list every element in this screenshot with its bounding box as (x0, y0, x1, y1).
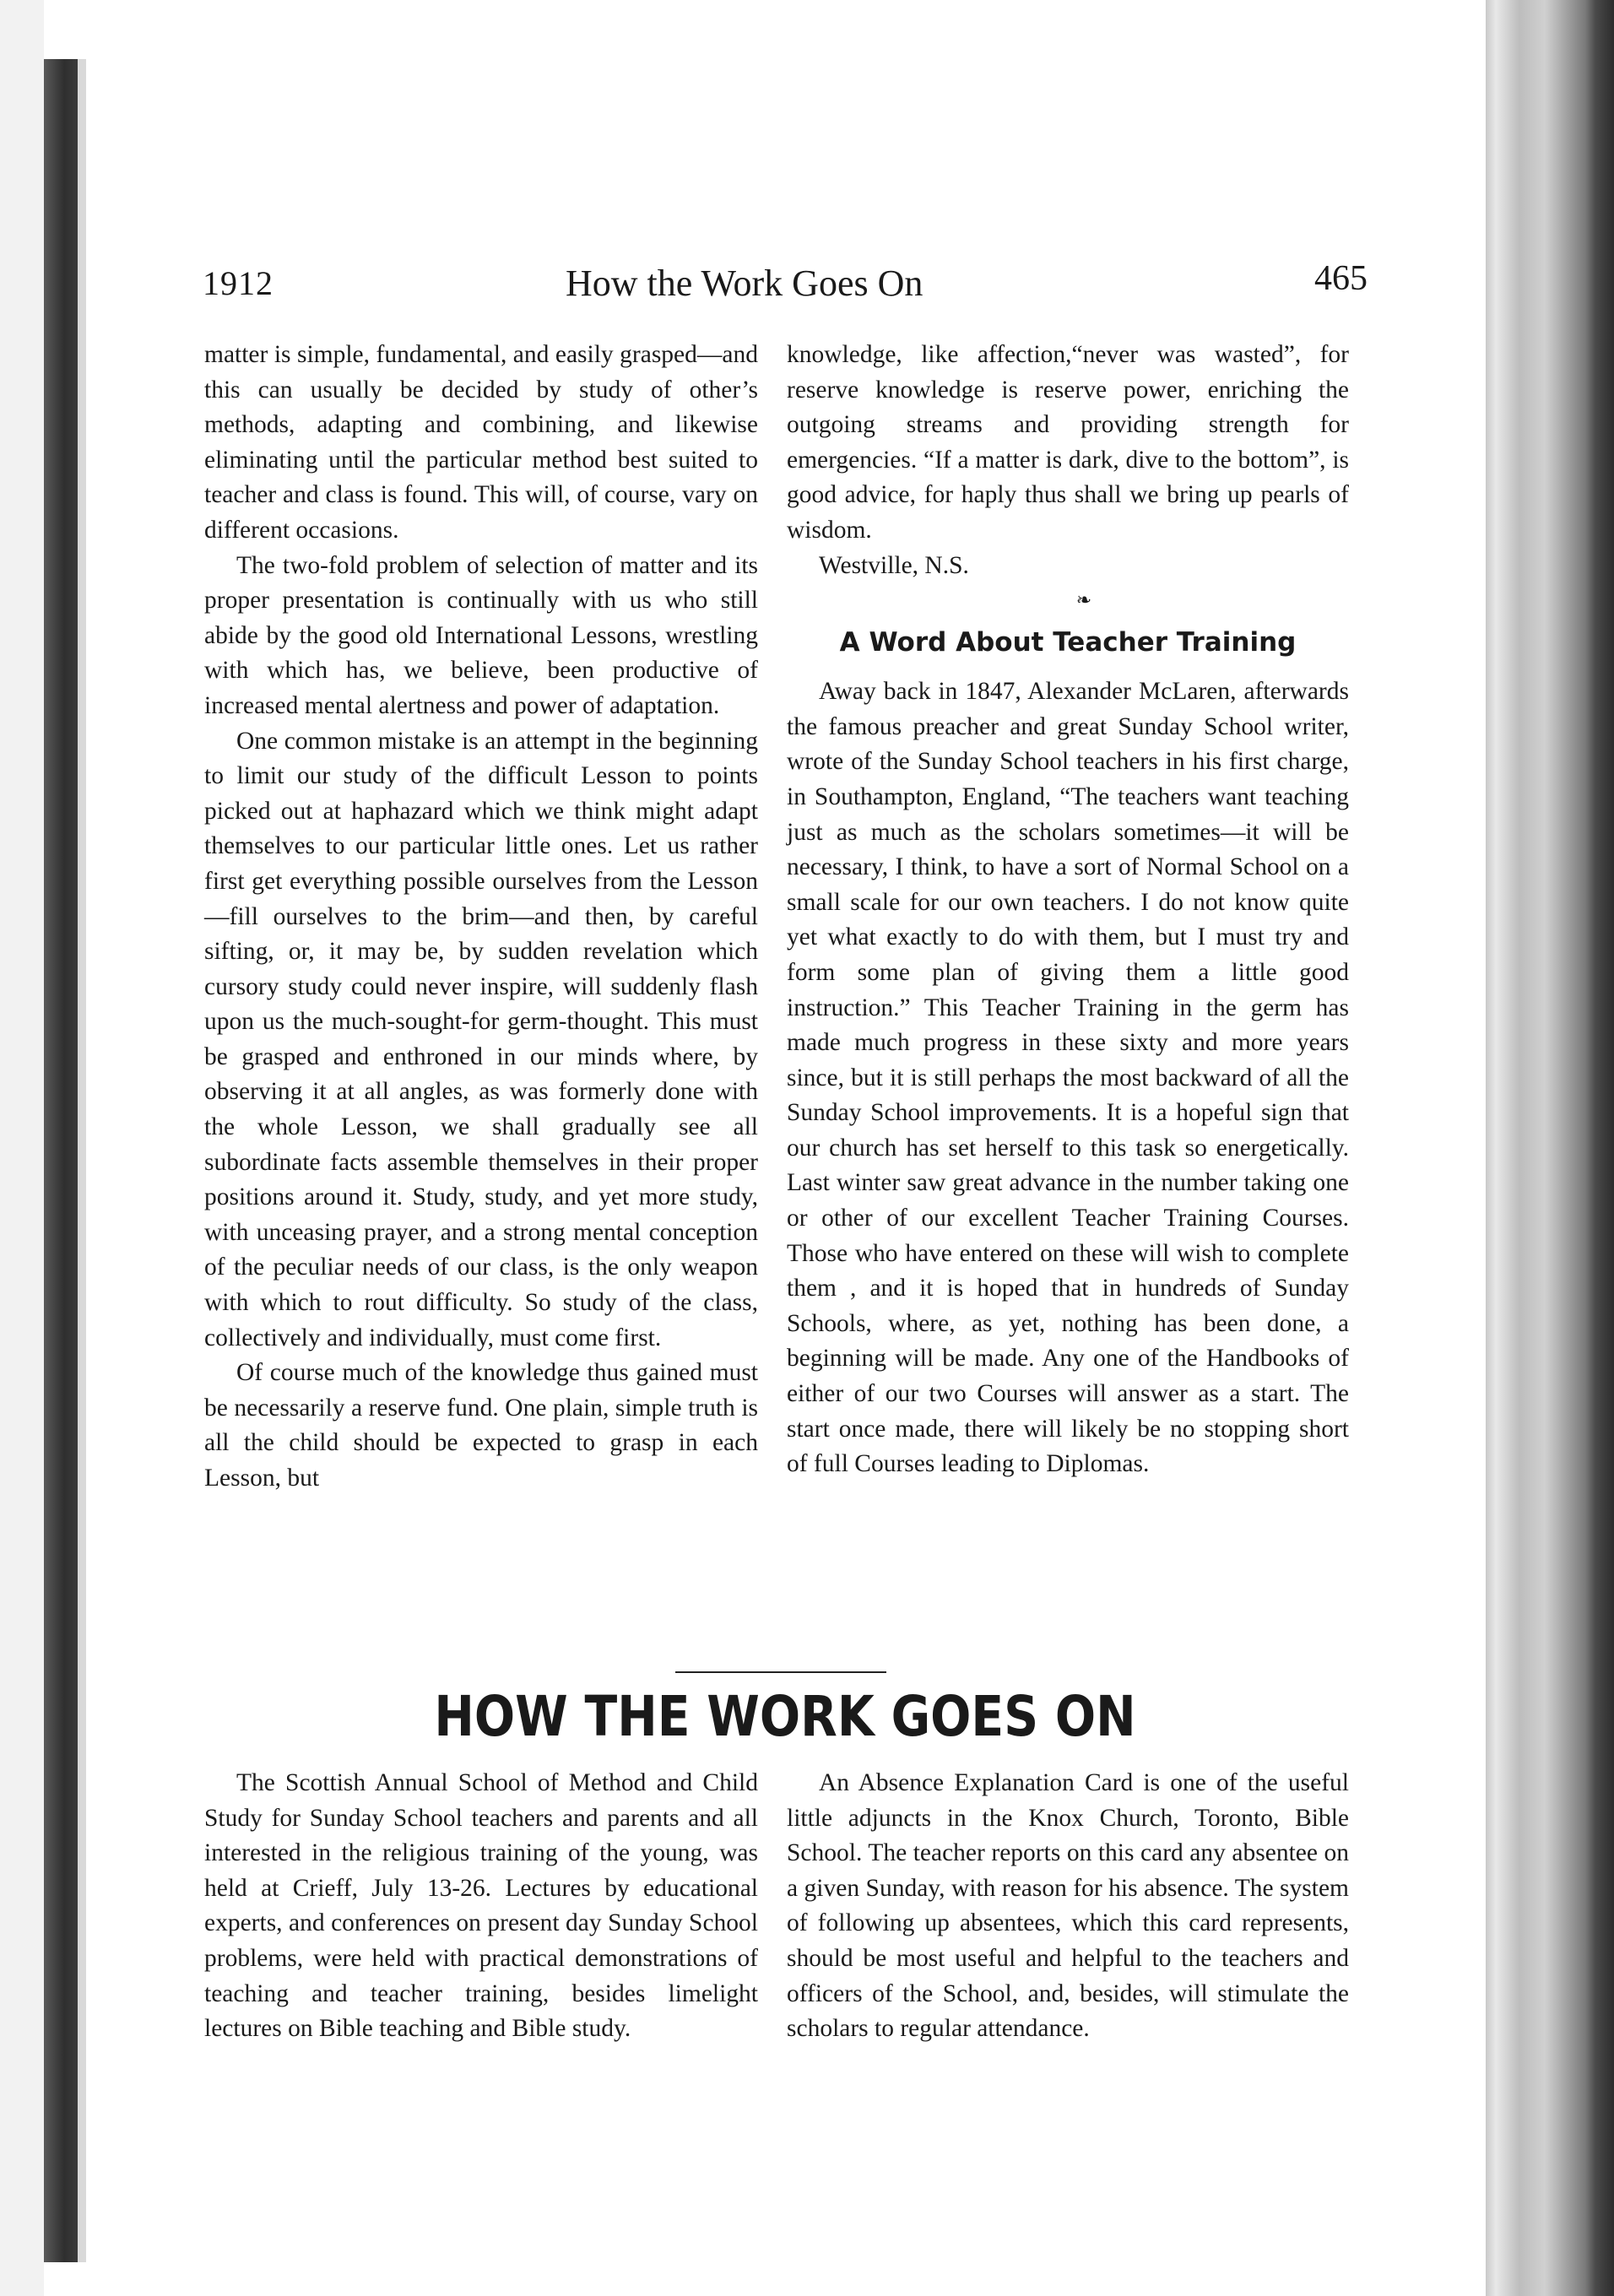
paragraph: knowledge, like affection,“never was wasted”, for reserve knowledge is reserve power, enriching the outgoing streams and providing strength for emergencies. “If a matter is dark, dive to the bottom”, is good advice, for haply thus shall we bring up pearls of wisdom. (787, 341, 1349, 544)
section-heading: A Word About Teacher Training (839, 627, 1297, 658)
left-column (204, 338, 758, 1497)
bottom-left-column (204, 1766, 758, 2047)
paragraph: Away back in 1847, Alexander McLaren, afterwards the famous preacher and great Sunday School writer, wrote of the Sunday School teachers in his first charge, in Southampton, England, “The teachers want teaching just as much as the scholars sometimes—it will be necessary, I think, to have a sort of Normal School on a small scale for our own teachers. I do not know quite yet what exactly to do with them, but I must try and form some plan of giving them a little good instruction.” This Teacher Training in the germ has made much progress in these sixty and more years since, but it is still perhaps the most backward of all the Sunday School improvements. It is a hopeful sign that our church has set herself to this task so energetically. Last winter saw great advance in the number taking one or other of our excellent Teacher Training Courses. Those who have entered on these will wish to complete them , and it is hoped that in hundreds of Sunday Schools, where, as yet, nothing has been done, a beginning will be made. Any one of the Handbooks of either of our two Courses will answer as a start. The start once made, there will likely be no stopping short of full Courses leading to Diplomas. (787, 678, 1349, 1478)
right-column (787, 338, 1349, 1482)
running-head-year: 1912 (203, 264, 274, 302)
paragraph: One common mistake is an attempt in the beginning to limit our study of the difficult Lesson to points picked out at haphazard which we think might adapt themselves to our particular little ones. Let us rather first get everything possible ourselves from the Lesson—fill ourselves to the brim—and then, by careful sifting, or, it may be, by sudden revelation which cursory study could never inspire, will suddenly flash upon us the much-sought-for germ-thought. This must be grasped and enthroned in our minds where, by observing it at all angles, as was formerly done with the whole Lesson, we shall gradually see all subordinate facts assemble themselves in their proper positions around it. Study, study, and yet more study, with unceasing prayer, and a strong mental conception of the peculiar needs of our class, is the only weapon with which to rout difficulty. So study of the class, collectively and individually, must come first. (204, 727, 758, 1351)
running-head-title: How the Work Goes On (566, 263, 923, 304)
paragraph: An Absence Explanation Card is one of the useful little adjuncts in the Knox Church, Toronto, Bible School. The teacher reports on this card any absentee on a given Sunday, with reason for his absence. The system of following up absentees, which this card represents, should be most useful and helpful to the teachers and officers of the School, and, besides, will stimulate the scholars to regular attendance. (787, 1769, 1349, 2043)
paragraph: The Scottish Annual School of Method and Child Study for Sunday School teachers and parents and all interested in the religious training of the young, was held at Crieff, July 13-26. Lectures by educational experts, and conferences on present day Sunday School problems, were held with practical demonstrations of teaching and teacher training, besides limelight lectures on Bible teaching and Bible study. (204, 1769, 758, 2043)
divider-rule (675, 1671, 886, 1673)
ornament-icon: ❧ (1075, 589, 1092, 611)
running-head (203, 259, 1368, 314)
paragraph: The two-fold problem of selection of matter and its proper presentation is continually with us who still abide by the good old International Lessons, wrestling with which has, we believe, been productive of increased mental alertness and power of adaptation. (204, 551, 758, 719)
book-page-edges (1486, 0, 1614, 2296)
book-spine-shadow (44, 59, 78, 2262)
section-title: HOW THE WORK GOES ON (434, 1684, 1136, 1749)
paragraph: matter is simple, fundamental, and easily grasped—and this can usually be decided by study of other’s methods, adapting and combining, and likewise eliminating until the particular method best suited to teacher and class is found. This will, of course, vary on different occasions. (204, 341, 758, 544)
paragraph: Of course much of the knowledge thus gained must be necessarily a reserve fund. One plain, simple truth is all the child should be expected to grasp in each Lesson, but (204, 1359, 758, 1492)
page-number: 465 (1314, 259, 1368, 298)
page-gutter (78, 59, 86, 2262)
signoff-location: Westville, N.S. (819, 551, 969, 579)
page-left-margin (0, 0, 44, 2296)
bottom-right-column (787, 1766, 1349, 2047)
